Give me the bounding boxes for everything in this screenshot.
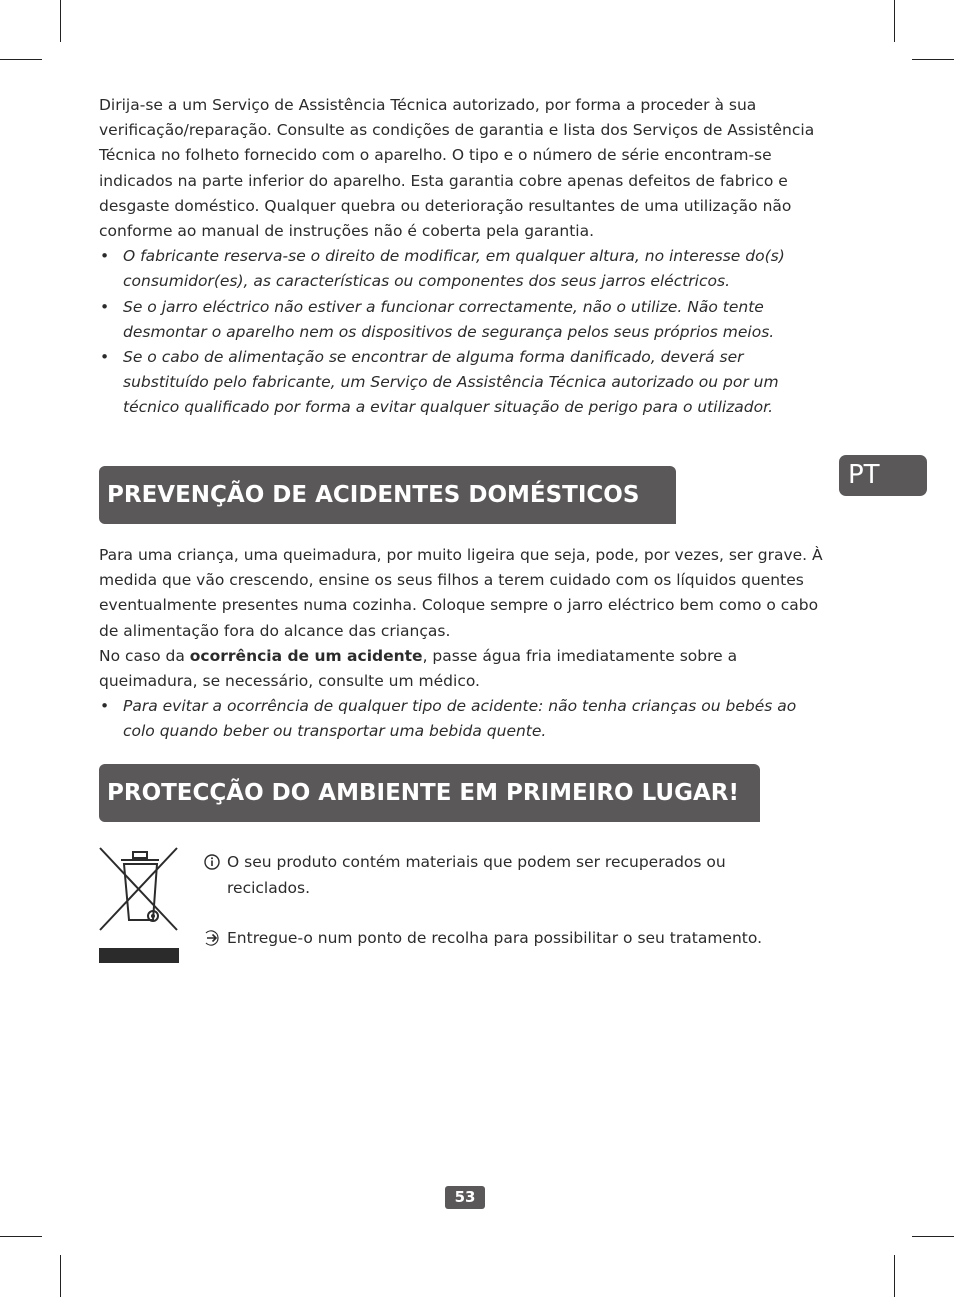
list-item: • O fabricante reserva-se o direito de modificar, em qualquer altura, no interesse do(s) consumidor(es), as características ou componentes dos seus jarros eléctricos.: [100, 247, 785, 291]
crop-mark: [912, 59, 954, 60]
accidents-bullet-list: [99, 694, 831, 744]
crop-mark: [60, 1255, 61, 1297]
arrow-circle-right-icon: [204, 930, 220, 946]
accidents-paragraph-emergency: No caso da ocorrência de um acidente, passe água fria imediatamente sobre a queimadura, se necessário, consulte um médico.: [99, 646, 738, 691]
page-number: 53: [445, 1186, 485, 1209]
crop-mark: [894, 0, 895, 42]
warranty-paragraph: Dirija-se a um Serviço de Assistência Técnica autorizado, por forma a proceder à sua verificação/reparação. Consulte as condições de garantia e lista dos Serviços de Assistência Técnica no folheto fornecido com o aparelho. O tipo e o número de série encontram-se indicados na parte inferior do aparelho. Esta garantia cobre apenas defeitos de fabrico e desgaste doméstico. Qualquer quebra ou deterioração resultantes de uma utilização não conforme ao manual de instruções não é coberta pela garantia.: [99, 96, 815, 241]
section-heading-environment: PROTECÇÃO DO AMBIENTE EM PRIMEIRO LUGAR!: [99, 764, 760, 822]
crop-mark: [894, 1255, 895, 1297]
warranty-bullet-list: [99, 244, 831, 420]
accidents-paragraph: Para uma criança, uma queimadura, por muito ligeira que seja, pode, por vezes, ser grave. À medida que vão crescendo, ensine os seus filhos a terem cuidado com os líquidos quentes eventualmente presentes numa cozinha. Coloque sempre o jarro eléctrico bem como o cabo de alimentação fora do alcance das crianças.: [99, 546, 823, 640]
crop-mark: [60, 0, 61, 42]
crop-mark: [912, 1236, 954, 1237]
info-circle-icon: [204, 854, 220, 870]
collection-point-note: Entregue-o num ponto de recolha para possibilitar o seu tratamento.: [204, 925, 804, 951]
recyclable-note: O seu produto contém materiais que podem ser recuperados ou reciclados.: [204, 849, 804, 901]
crop-mark: [0, 1236, 42, 1237]
list-item: • Para evitar a ocorrência de qualquer tipo de acidente: não tenha crianças ou bebés ao colo quando beber ou transportar uma bebida quente.: [100, 697, 797, 741]
warranty-section: [99, 93, 831, 421]
section-heading-accidents: PREVENÇÃO DE ACIDENTES DOMÉSTICOS: [99, 466, 676, 524]
list-item: • Se o jarro eléctrico não estiver a funcionar correctamente, não o utilize. Não tente desmontar o aparelho nem os dispositivos de segurança pelos seus próprios meios.: [100, 297, 775, 341]
crop-mark: [0, 59, 42, 60]
list-item: • Se o cabo de alimentação se encontrar de alguma forma danificado, deverá ser substituído pelo fabricante, um Serviço de Assistência Técnica autorizado ou por um técnico qualificado por forma a evitar qualquer situação de perigo para o utilizador.: [100, 348, 779, 417]
crossed-out-wheelie-bin-icon: [99, 846, 179, 932]
accidents-section: [99, 543, 831, 745]
language-tab: PT: [839, 455, 927, 496]
bin-underline-bar: [99, 948, 179, 963]
